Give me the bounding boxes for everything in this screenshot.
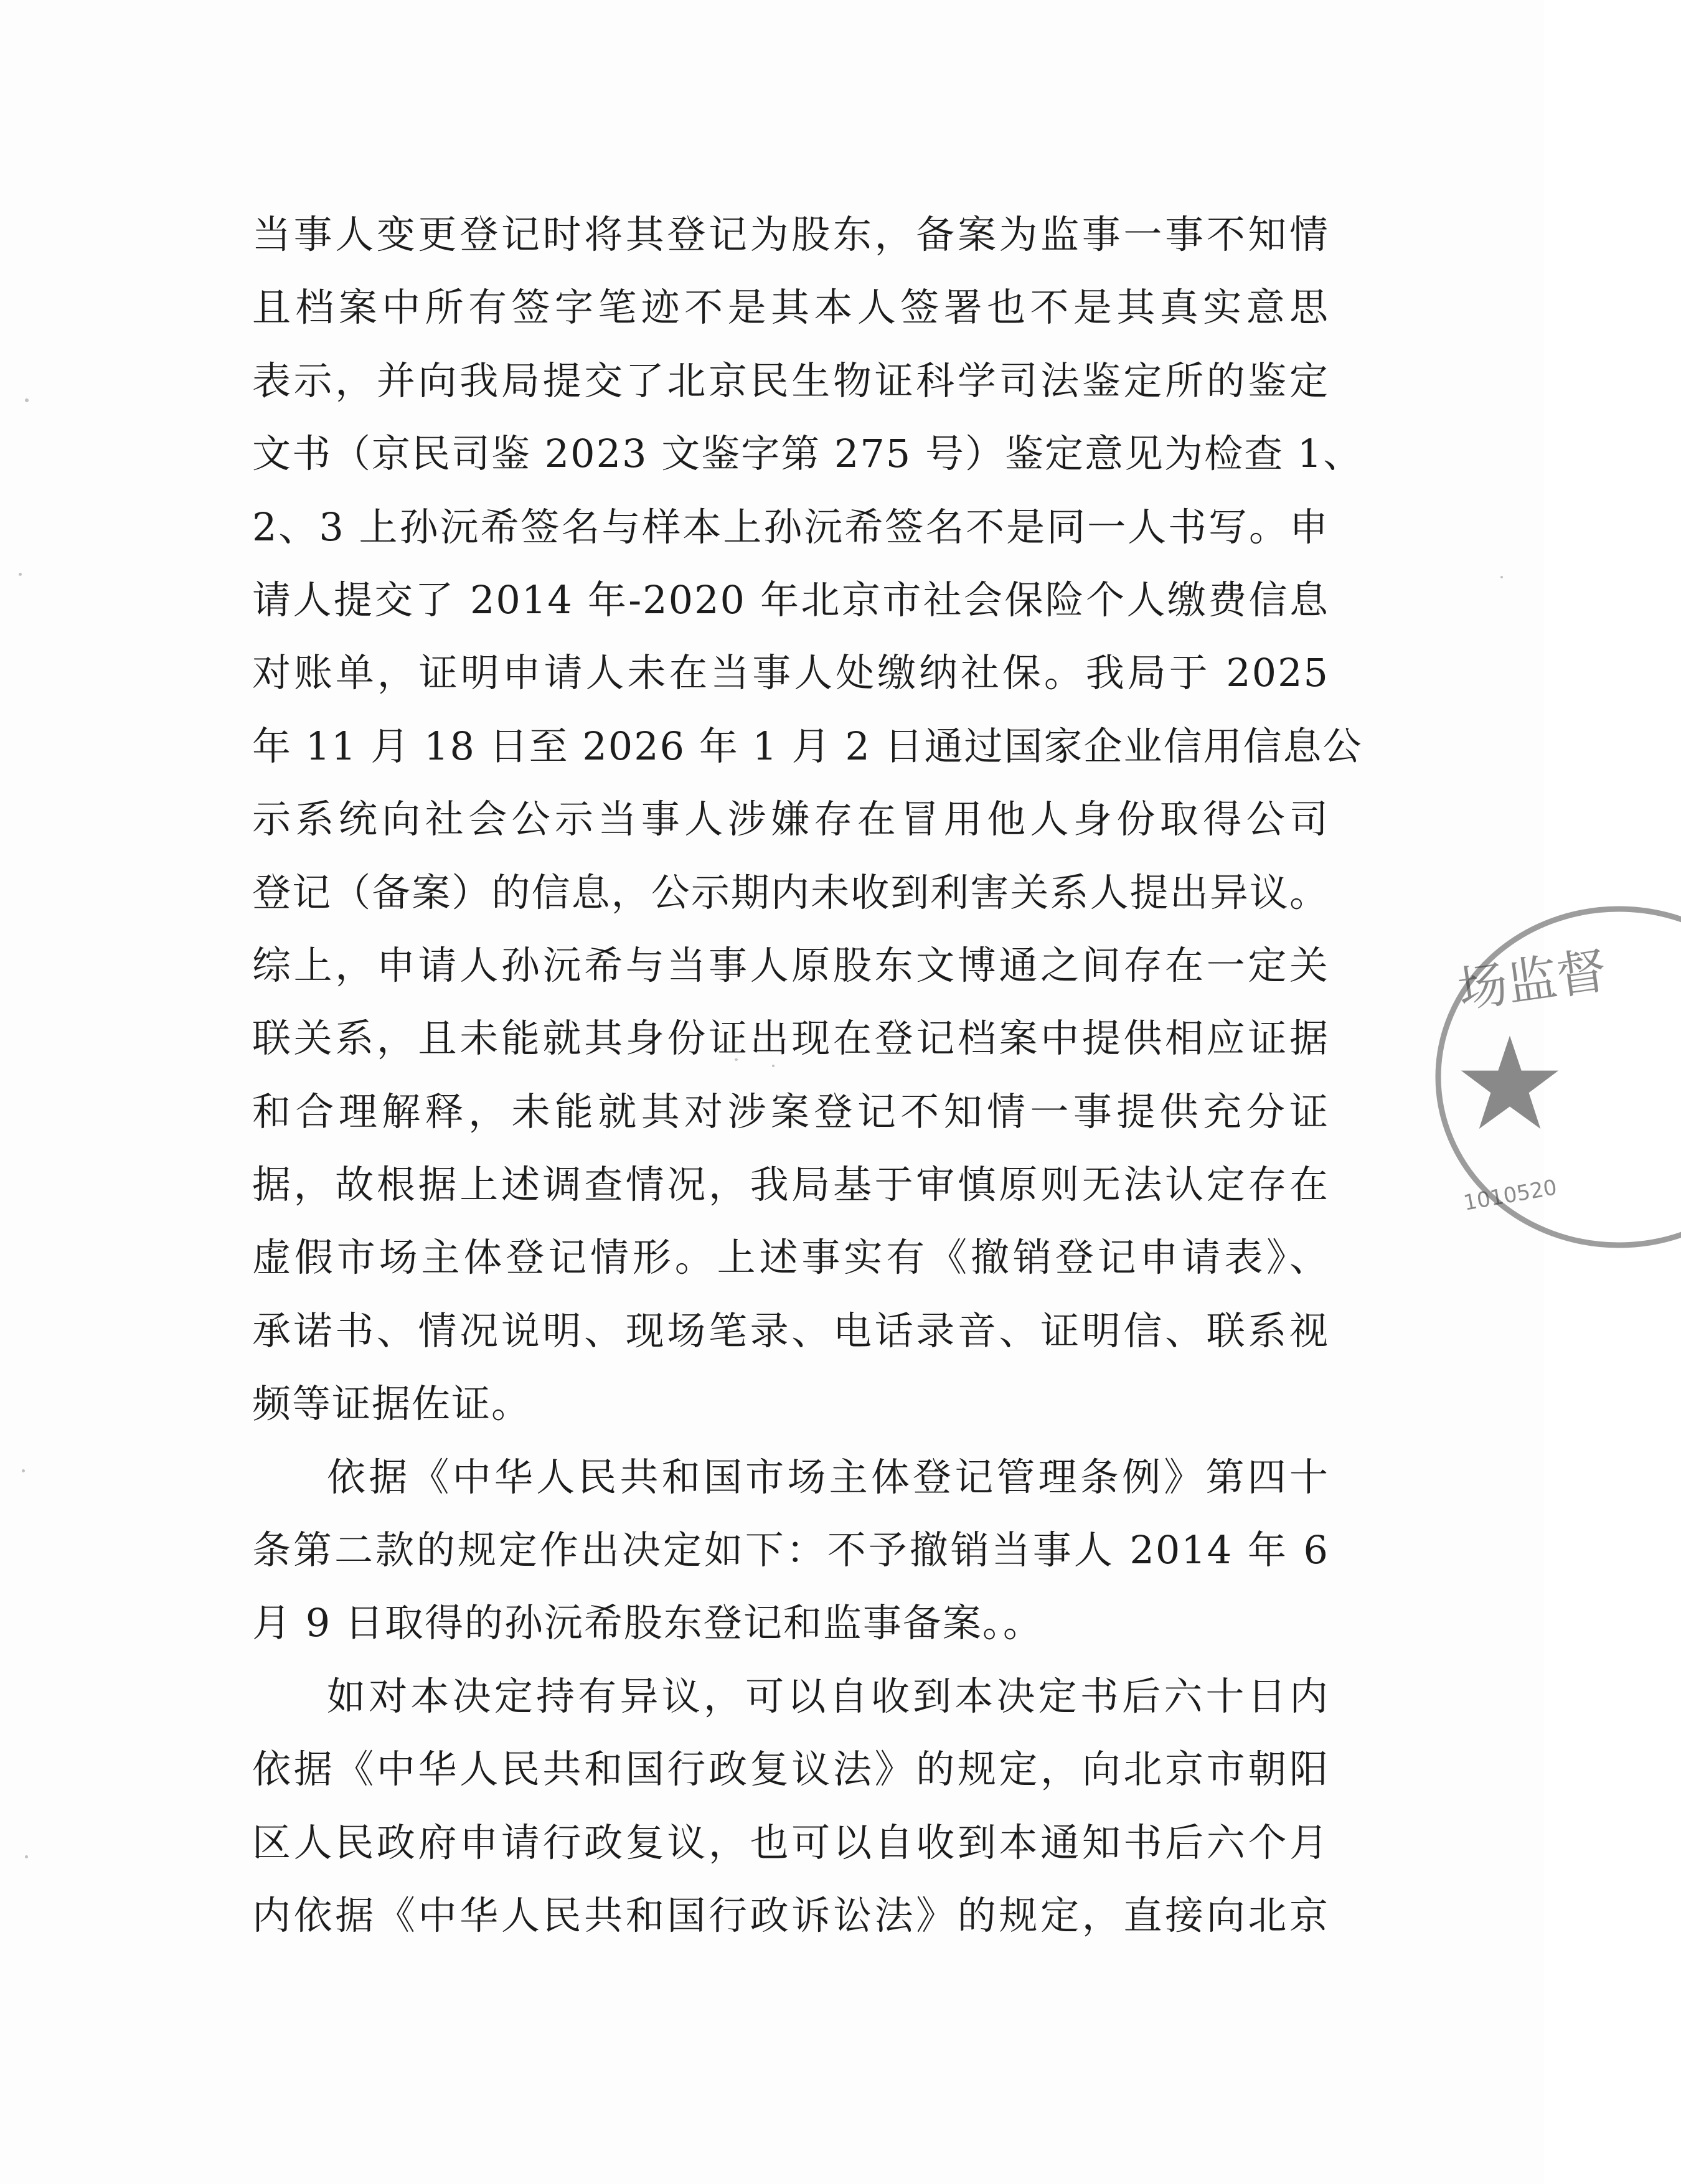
scan-speck	[735, 1058, 738, 1061]
body-line-2: 且档案中所有签字笔迹不是其本人签署也不是其真实意思	[252, 285, 1329, 331]
scan-speck	[1500, 576, 1503, 578]
body-line-24: 内依据《中华人民共和国行政诉讼法》的规定，直接向北京	[252, 1892, 1329, 1938]
scan-speck	[19, 573, 22, 576]
scan-speck	[22, 1469, 25, 1472]
star-icon	[1457, 1030, 1563, 1136]
body-line-20: 月 9 日取得的孙沅希股东登记和监事备案。。	[252, 1600, 1043, 1646]
official-seal	[1432, 897, 1611, 1258]
body-line-13: 和合理解释，未能就其对涉案登记不知情一事提供充分证	[252, 1088, 1329, 1134]
body-line-6: 请人提交了 2014 年-2020 年北京市社会保险个人缴费信息	[252, 577, 1329, 623]
body-line-15: 虚假市场主体登记情形。上述事实有《撤销登记申请表》、	[252, 1235, 1329, 1281]
body-line-5: 2、3 上孙沅希签名与样本上孙沅希签名不是同一人书写。申	[252, 504, 1329, 550]
body-line-17: 频等证据佐证。	[252, 1381, 532, 1427]
body-line-4: 文书（京民司鉴 2023 文鉴字第 275 号）鉴定意见为检查 1、	[252, 431, 1363, 477]
body-line-7: 对账单，证明申请人未在当事人处缴纳社保。我局于 2025	[252, 650, 1329, 696]
document-body	[252, 198, 1363, 1952]
body-line-19: 条第二款的规定作出决定如下：不予撤销当事人 2014 年 6	[252, 1527, 1329, 1573]
scan-speck	[772, 1065, 775, 1067]
body-line-16: 承诺书、情况说明、现场笔录、电话录音、证明信、联系视	[252, 1307, 1329, 1353]
seal-code: 1010520	[1461, 1175, 1559, 1216]
body-line-11: 综上，申请人孙沅希与当事人原股东文博通之间存在一定关	[252, 942, 1329, 988]
seal-text: 场监督	[1454, 941, 1611, 1020]
body-line-21: 如对本决定持有异议，可以自收到本决定书后六十日内	[327, 1673, 1329, 1719]
body-line-1: 当事人变更登记时将其登记为股东，备案为监事一事不知情	[252, 212, 1329, 257]
scan-speck	[25, 398, 29, 402]
body-line-14: 据，故根据上述调查情况，我局基于审慎原则无法认定存在	[252, 1162, 1329, 1208]
body-line-18: 依据《中华人民共和国市场主体登记管理条例》第四十	[327, 1454, 1329, 1500]
body-line-12: 联关系，且未能就其身份证出现在登记档案中提供相应证据	[252, 1015, 1329, 1061]
body-line-22: 依据《中华人民共和国行政复议法》的规定，向北京市朝阳	[252, 1746, 1329, 1792]
scan-speck	[25, 1855, 28, 1858]
body-line-9: 示系统向社会公示当事人涉嫌存在冒用他人身份取得公司	[252, 796, 1329, 842]
body-line-3: 表示，并向我局提交了北京民生物证科学司法鉴定所的鉴定	[252, 357, 1329, 403]
body-line-8: 年 11 月 18 日至 2026 年 1 月 2 日通过国家企业信用信息公	[252, 723, 1363, 769]
body-line-23: 区人民政府申请行政复议，也可以自收到本通知书后六个月	[252, 1819, 1329, 1865]
body-line-10: 登记（备案）的信息，公示期内未收到利害关系人提出异议。	[252, 869, 1329, 915]
